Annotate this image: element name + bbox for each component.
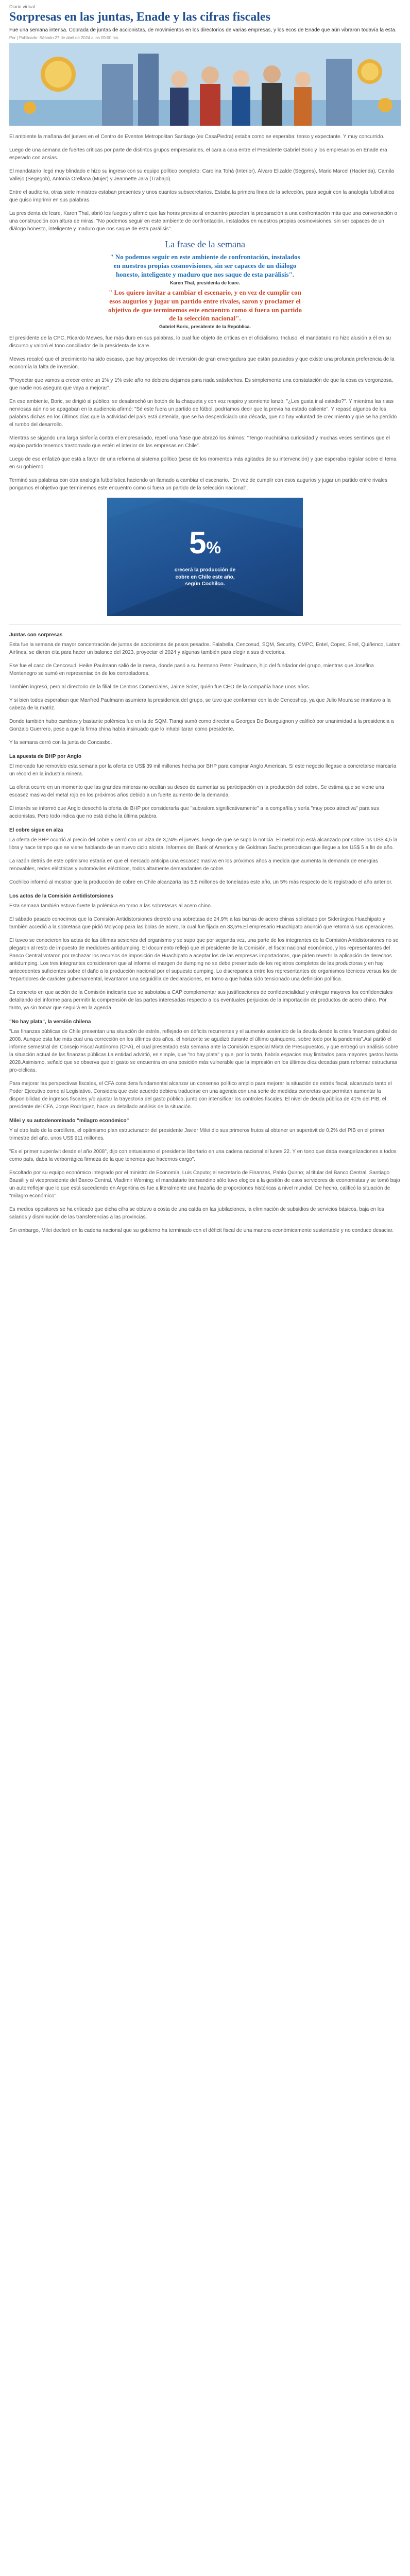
- section-cobre: [9, 827, 401, 886]
- paragraph: En ese ambiente, Boric, se dirigió al público, se desabrochó un botón de la chaqueta y con voz respiro y sonriente lanzó: "¿Les gusta ir al estadio?". Y mientras las risas nerviosas aún no se apagaban en la audiencia afirmó: "Sé este fuera un partido de fútbol, podríamos decir que la previa ha estado caliente". Y repasó algunos de los palabras dichas en los últimos días que la actividad del país está detenida, que se ha desperdiciado una década, que no hay voluntad de crecimiento y que se ha perdido el rumbo del desarrollo.: [9, 399, 397, 428]
- paragraph: Entre el auditorio, otras siete ministros estaban presentes y unos cuantos subsecretarios. Estaba la primera línea de la selección, para seguir con la analogía futbolística que quiso imprimir en sus palabras.: [9, 190, 395, 204]
- paragraph: Cochilco informó al mostrar que la producción de cobre en Chile alcanzaría las 5,5 millones de toneladas este año, un 5% más respecto de lo registrado el año anterior.: [9, 879, 392, 886]
- paragraph: Y si bien todos esperaban que Manfred Paulmann asumiera la presidencia del grupo, se tuvo que conformar con la de Cencoshop, ya que Julio Moura se mantuvo a la cabeza de la matriz.: [9, 698, 391, 711]
- paragraph: Esta semana también estuvo fuerte la polémica en torno a las sobretasas al acero chino.: [9, 903, 212, 909]
- paragraph: Luego de una semana de fuertes críticas por parte de distintos grupos empresariales, el cara a cara entre el Presidente Gabriel Boric y los empresarios en Enade era esperado con ansias.: [9, 147, 387, 161]
- paragraph: Esta fue la semana de mayor concentración de juntas de accionistas de pesos pesados. Falabella, Cencosud, SQM, Security, CMPC, Entel, Copec, Enel, Quiñenco, Latam Airlines, se dieron cita para hacer un balance del 2023, proyectar el 2024 y algunas también para elegir a sus directorios.: [9, 642, 401, 656]
- paragraph: Donde también hubo cambios y bastante polémica fue en la de SQM. Tianqi sumó como director a Georges De Bourguignon y calificó por unanimidad a la presidencia a Gonzalo Guerrero, pese a que la firma china había insinuado que lo inhabilitaran como presidente.: [9, 719, 394, 733]
- stat-caption-line: crecerá la producción de: [174, 567, 236, 573]
- paragraph: Es concreto en que acción de la Comisión indicaría que se sabotaba a CAP complementar sus justificaciones de confidencialidad y entregar mayores los confidenciales detallando del informe para permitir la comprensión de las partes interesadas respecto a los eventuales perjuicios de la importación de productos de acero chino. Por tanto, ya sin tomar que seguirá en la agenda.: [9, 990, 393, 1011]
- stat-caption-line: según Cochilco.: [185, 581, 225, 587]
- paragraph: "Es el primer superávit desde el año 2008", dijo con entusiasmo el presidente libertario en una cadena nacional el lunes 22. Y en tono que daba evangelizaciones a todos como país, daba la verborrágica firmeza de la que tenemos que hacernos cargo".: [9, 1149, 397, 1163]
- paragraph: La oferta ocurre en un momento que las grandes mineras no ocultan su deseo de aumentar su participación en la producción del cobre. Se estima que se viene una escasez masiva del metal rojo en los próximos años debido a un fuerte aumento de la demanda.: [9, 785, 384, 799]
- quote-author: Gabriel Boric, presidente de la República.: [159, 324, 251, 330]
- quote-section-title: La frase de la semana: [165, 239, 245, 250]
- paragraph: El tuveo se conocieron los actas de las últimas sesiones del organismo y se supo que por segunda vez, una parte de los integrantes de la Comisión Antidistorsiones no se plegaron al resto de impuesto de medidores antidumping. El documento reflejó que el presidente de la Comisión, el fiscal nacional económico, y los representantes del Banco Central votaron por rechazar los recursos de imposición de Huachipato a aceptar los de las empresas importadoras, que piden revertir la aplicación de derechos antidumping. Los tres integrantes consideraron que al informe el margen de dumping no se debe presentado de los registros completos de las productoras y en hay antecedentes suficientes sobre el daño a la producción nacional por el supuesto dumping. Lo discrepancia entre los representantes de organismos técnicos versus los de "repartidores de carácter gubernamental, levantaron una seguidilla de declaraciones, en torno a que había sido tensionado una definición política.: [9, 938, 399, 982]
- section-milei: [9, 1118, 401, 1234]
- byline: Por | Publicado: Sábado 27 de abril de 2024 a las 09:00 hrs.: [9, 36, 119, 41]
- paragraph: Mientras se sigando una larga sinfonía contra el empresariado, repetí una frase que abrazó los ánimos: "Tengo muchísima curiosidad y muchas veces sentimos que el equipo partido tenemos trastornado que estén el interior de las empresas en Chile".: [9, 435, 390, 449]
- stat-caption: [107, 567, 303, 588]
- section-title: "No hay plata", la versión chilena: [9, 1019, 91, 1025]
- article: [9, 0, 401, 1252]
- paragraph: Sin embargo, Milei declaró en la cadena nacional que su gobierno ha terminado con el déficit fiscal de una manera económicamente sustentable y no conduce desaciar.: [9, 1228, 394, 1234]
- stat-caption-line: cobre en Chile este año,: [175, 574, 235, 580]
- hero-illustration: [9, 43, 401, 126]
- section-title: El cobre sigue en alza: [9, 827, 63, 834]
- paragraph: La oferta de BHP ocurrió al precio del cobre y cerró con un alza de 3,24% el jueves, luego de que se supo la noticia. El metal rojo está alcanzado por sobre los US$ 4,5 la libra y hace tiempo que se viene hablando de un nuevo ciclo alcista. Informes del Bank of America y de Goldman Sachs pronostican que llegue a los US$ 5 a fin de año.: [9, 837, 398, 851]
- stat-infobox: [107, 498, 303, 616]
- quote-text: " No podemos seguir en este ambiente de confrontación, instalados en nuestros propias cosmovisiones, sin ser capaces de un diálogo honesto, inteligente y maduro que nos saque de esta parálisis".: [110, 253, 300, 278]
- paragraph: El ambiente la mañana del jueves en el Centro de Eventos Metropolitan Santiago (ex CasaPiedra) estaba como se esperaba: tenso y expectante. Y muy concurrido.: [9, 134, 385, 140]
- section-title: Los actos de la Comisión Antidistorsiones: [9, 893, 113, 900]
- paragraph: El presidente de la CPC, Ricardo Mewes, fue más duro en sus palabras, lo cual fue objeto de críticas en el oficialismo. Incluso, el mandatario no hizo alusión a él en su discurso y valoró el tono conciliador de la presidenta de Icare.: [9, 335, 391, 349]
- paragraph: Terminó sus palabras con otra analogía futbolística haciendo un llamado a cambiar el escenario. "En vez de cumplir con esos augurios y jugar un partido entre rivales pongamos el objetivo que terminemos este encuentro como si fuera un partido de la selección nacional".: [9, 478, 387, 492]
- paragraph: La presidenta de Icare, Karen Thal, abrió los fuegos y afirmó que las horas previas al encuentro parecían la preparación a una confrontación más que una conversación o una construcción con altura de miras. "No podemos seguir en este ambiente de confrontación, instalados en nuestros propias cosmovisiones, sin ser capaces de un diálogo honesto, inteligente y maduro que nos saque de esta parálisis".: [9, 211, 398, 232]
- paragraph: También ingresó, pero al directorio de la filial de Centros Comerciales, Jaime Soler, quién fue CEO de la compañía hace unos años.: [9, 684, 311, 690]
- divider: [9, 624, 401, 625]
- paragraph: La razón detrás de este optimismo estaría en que el mercado anticipa una escasez masiva en los próximos años a medida que aumenta la demanda de energías renovables, redes eléctricas y automóviles eléctricos, todos altamente demandantes de cobre.: [9, 858, 378, 872]
- quote-text: " Los quiero invitar a cambiar el escenario, y en vez de cumplir con esos augurios y jugar un partido entre rivales, saron y proclamer el objetivo de que terminemos este encuentro como si fuera un partido de la selección nacional".: [108, 288, 302, 323]
- paragraph: Es medios opositores se ha criticado que dicha cifra se obtuvo a costa de una caída en las jubilaciones, la eliminación de subsidios de servicios básicos, baja en los salarios y disminución de las transferencias a las provincias.: [9, 1207, 384, 1221]
- section-title: Juntas con sorpresas: [9, 632, 63, 638]
- hero-illustration-art: [9, 43, 401, 126]
- quote-author: Karen Thal, presidenta de Icare.: [169, 280, 241, 285]
- section-bhp-anglo: [9, 754, 401, 820]
- stat-value: 5: [189, 526, 207, 561]
- paragraph: Mewes recalcó que el crecimiento ha sido escaso, que hay proyectos de inversión de gran envergadura que están pausados y que existe una profunda preferencia de la economía la falta de inversión.: [9, 357, 395, 370]
- headline: Sorpresas en las juntas, Enade y las cifras fiscales: [9, 10, 270, 24]
- section-title: La apuesta de BHP por Anglo: [9, 754, 82, 760]
- quote-box: [107, 253, 303, 329]
- kicker: Diario virtual: [9, 4, 36, 9]
- stat-unit: %: [206, 538, 221, 557]
- body-paragraphs: [9, 334, 401, 492]
- paragraph: El mercado fue removido esta semana por la oferta de US$ 39 mil millones hecha por BHP para comprar Anglo American. Si este negocio llegase a concretarse marcaría un récord en la industria minera.: [9, 764, 397, 777]
- paragraph: Y la semana cerró con la junta de Concasbo.: [9, 740, 112, 746]
- paragraph: Y al otro lado de la cordillera, el optimismo plan estructurador del presidente Javier Milei dio sus primeros frutos al obtener un superávit de 0,2% del PIB en el primer trimestre del año, unos US$ 911 millones.: [9, 1128, 385, 1142]
- section-no-hay-plata: [9, 1019, 401, 1111]
- subtitle: Fue una semana intensa. Cobrada de juntas de accionistas, de movimientos en los directorios de varias empresas, y los ecos de Enade que aún vibraron todavía la esta.: [9, 27, 397, 33]
- paragraph: "Proyectar que vamos a crecer entre un 1% y 1% este año no debiera dejarnos para nada satisfechos. Es simplemente una constatación de que la cosa es vergonzosa, que nadie nos asegura que vaya a mejorar".: [9, 378, 394, 392]
- section-juntas: [9, 632, 401, 747]
- paragraph: El mandatario llegó muy blindado e hizo su ingreso con su equipo político completo: Carolina Tohá (Interior), Álvaro Elizalde (Segpres), Mario Marcel (Hacienda), Camila Vallejo (Segegob), Antonia Orellana (Mujer) y Jeannette Jara (Trabajo).: [9, 168, 394, 182]
- paragraph: "Las finanzas públicas de Chile presentan una situación de estrés, reflejado en déficits recurrentes y el aumento sostenido de la deuda desde la crisis financiera global de 2008. Aunque esta fue más cual una corrección en los últimos dos años, el horizonte se agudizó durante el último quinquenio, sobre todo por la pandemia".Así partió el informe semestral del Consejo Fiscal Autónomo (CFA), el cual presentado esta semana ante la Comisión Especial Mixta de Presupuestos, y que entregó un análisis sobre la situación actual de las finanzas públicas.La entidad advirtió, en simple, que "no hay plata" y que, por lo tanto, habría espacios muy limitados para mayores gastos hasta 2028.Asimismo, señaló que se observa que el gasto se encuentra en una posición más vulnerable que la impresión en los últimos diez decadas para reformar estructuras pro-cíclicas.: [9, 1029, 398, 1074]
- paragraph: El sábado pasado conocimos que la Comisión Antidistorsiones decretó una sobretasa de 24,9% a las barras de acero chinas solicitado por Siderúrgica Huachipato y también accedió a la sobretasa que pidió Molycop para las bolas de acero, la cual fue fijada en 33,5%.El empresario Huachipato anunció que retomará sus operaciones.: [9, 917, 395, 930]
- paragraph: Para mejorar las perspectivas fiscales, el CFA considera fundamental alcanzar un consenso político amplio para mejorar la situación de estrés fiscal, alcanzado tanto el Poder Ejecutivo como al Legislativo. Considera que este acuerdo debiera traducirse en una agenda con una serie de medidas concretas que permitan aumentar la disponibilidad de ingresos fiscales y/o ajustar la trayectoria del gasto público, junto con intensificar los controles fiscales. El nivel de deuda pública de 41% del PIB, el presidente del CFA, Jorge Rodríguez, hace un detallado análisis de la situación.: [9, 1081, 392, 1110]
- paragraph: Luego de eso enfatizó que está a favor de una reforma al sistema político (pese de los momentos más agitados de su intervención) y que esperaba legislar sobre el tema en su gobierno.: [9, 456, 397, 470]
- section-antidistorsiones: [9, 893, 401, 1012]
- paragraph: Ese fue el caso de Cencosud. Heike Paulmann salió de la mesa, donde pasó a su hermano Peter Paulmann, hijo del fundador del grupo, mientras que Josefina Montenegro se sumó en representación de los controladores.: [9, 663, 374, 677]
- paragraph: El interés se informó que Anglo desechó la oferta de BHP por considerarla que "subvalora significativamente" a la compañía y sería "muy poco atractiva" para sus accionistas. Pero todo indica que no está dicha la última palabra.: [9, 806, 379, 820]
- section-title: Milei y su autodenominado "milagro económico": [9, 1118, 129, 1124]
- stat-number: [107, 526, 303, 561]
- paragraph: Escoltado por su equipo económico integrado por el ministro de Economía, Luis Caputo; el secretario de Finanzas, Pablo Quirno; al titular del Banco Central, Santiago Bausili y al vicepresidente del Banco Central, Vladimir Werning; el mandatario transandino sólo tuvo elogios a la gestión de esos servidores de economistas y se tomó bajo un autorreflejar que lo que está sucediendo en Argentina es fue a literalmente una hazaña de proporciones históricas a nivel mundial. De hecho, calificó la situación de "milagro económico".: [9, 1170, 400, 1199]
- intro-paragraphs: [9, 133, 401, 233]
